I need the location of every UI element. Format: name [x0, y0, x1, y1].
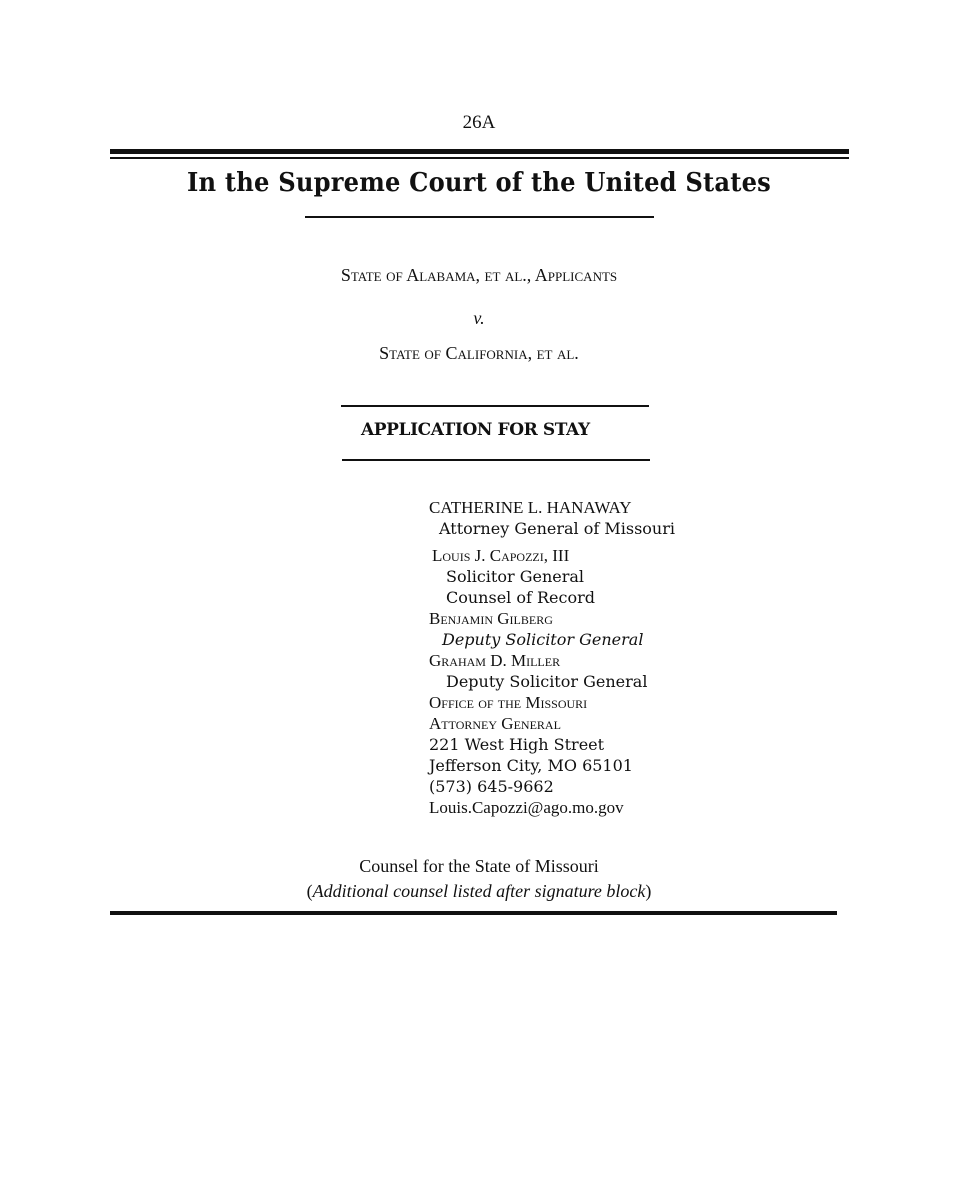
phone-number: (573) 645-9662: [429, 777, 554, 796]
deputy-2-name: Graham D. Miller: [429, 651, 561, 670]
header-thick-rule: [110, 149, 849, 154]
additional-counsel-note: [0, 881, 958, 902]
header-thin-rule: [110, 157, 849, 159]
deputy-1-name: Benjamin Gilberg: [429, 609, 553, 628]
caption-applicants: State of Alabama, et al., Applicants: [340, 265, 618, 285]
city-state-zip: Jefferson City, MO 65101: [429, 756, 633, 775]
counsel-for: Counsel for the State of Missouri: [359, 856, 599, 876]
additional-counsel-text: Additional counsel listed after signature block: [312, 881, 646, 901]
paren-open: (: [306, 881, 313, 901]
email-address: Louis.Capozzi@ago.mo.gov: [429, 798, 624, 817]
document-title: APPLICATION FOR STAY: [361, 420, 590, 440]
document-title-bottom-rule: [342, 459, 650, 461]
office-line-2: Attorney General: [429, 714, 561, 733]
caption-respondents: State of California, et al.: [379, 343, 579, 363]
solicitor-general-title: Solicitor General: [446, 567, 585, 586]
office-line-1: Office of the Missouri: [429, 693, 588, 712]
counsel-of-record: Counsel of Record: [446, 588, 596, 607]
attorney-general-title: Attorney General of Missouri: [439, 519, 675, 538]
court-title: In the Supreme Court of the United States: [187, 168, 771, 198]
street-address: 221 West High Street: [429, 735, 605, 754]
counsel-block: [429, 497, 675, 818]
deputy-1-title: Deputy Solicitor General: [442, 630, 644, 649]
deputy-2-title: Deputy Solicitor General: [446, 672, 648, 691]
attorney-general-name: CATHERINE L. HANAWAY: [429, 498, 632, 517]
solicitor-general-name: Louis J. Capozzi, III: [432, 546, 570, 565]
caption-versus: v.: [473, 308, 485, 328]
paren-close: ): [645, 881, 652, 901]
page-number: 26A: [462, 112, 496, 133]
footer-thick-rule: [110, 911, 837, 915]
court-title-underline: [305, 216, 654, 218]
document-title-top-rule: [341, 405, 649, 407]
